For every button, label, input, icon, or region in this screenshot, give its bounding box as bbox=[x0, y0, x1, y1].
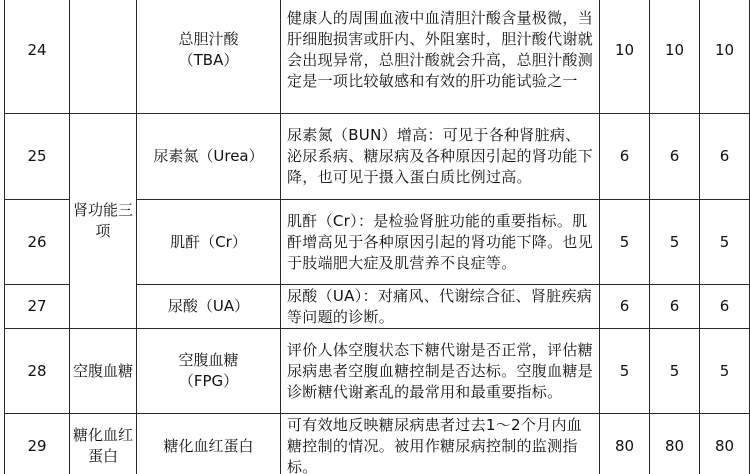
value-cell: 5 bbox=[650, 200, 700, 285]
item-name bbox=[137, 114, 281, 200]
item-name bbox=[137, 0, 281, 114]
row-number: 25 bbox=[5, 114, 70, 200]
row-number: 28 bbox=[5, 329, 70, 414]
value-cell: 5 bbox=[600, 200, 650, 285]
value-cell: 6 bbox=[650, 114, 700, 200]
value-cell: 5 bbox=[700, 200, 750, 285]
value-cell: 5 bbox=[700, 329, 750, 414]
item-name-line: 肌酐（Cr） bbox=[170, 232, 247, 251]
value-cell: 5 bbox=[600, 329, 650, 414]
category-line: 糖化血红 bbox=[72, 426, 133, 444]
health-check-table bbox=[4, 0, 750, 474]
item-name-line: 总胆汁酸 bbox=[178, 30, 239, 48]
item-description: 可有效地反映糖尿病患者过去1～2个月内血糖控制的情况。被用作糖尿病控制的监测指标。 bbox=[281, 414, 600, 474]
item-name bbox=[137, 414, 281, 474]
item-name bbox=[137, 329, 281, 414]
category-cell bbox=[70, 414, 137, 474]
value-cell: 6 bbox=[700, 285, 750, 329]
table-row bbox=[5, 414, 750, 474]
row-number: 24 bbox=[5, 0, 70, 114]
item-name-line: （TBA） bbox=[178, 51, 239, 69]
category-line: 项 bbox=[95, 222, 111, 240]
category-line: 肾功能三 bbox=[72, 201, 133, 219]
item-name-line: （FPG） bbox=[178, 372, 239, 390]
table-row bbox=[5, 0, 750, 114]
item-name bbox=[137, 200, 281, 285]
value-cell: 5 bbox=[650, 329, 700, 414]
value-cell: 6 bbox=[650, 285, 700, 329]
value-cell: 80 bbox=[650, 414, 700, 474]
category-cell: 空腹血糖 bbox=[70, 329, 137, 414]
item-description: 健康人的周围血液中血清胆汁酸含量极微，当肝细胞损害或肝内、外阻塞时，胆汁酸代谢就会出现异常，总胆汁酸就会升高，总胆汁酸测定是一项比较敏感和有效的肝功能试验之一 bbox=[281, 0, 600, 114]
category-cell bbox=[70, 0, 137, 114]
item-description: 尿酸（UA）：对痛风、代谢综合征、肾脏疾病等问题的诊断。 bbox=[281, 285, 600, 329]
value-cell: 6 bbox=[600, 114, 650, 200]
item-name bbox=[137, 285, 281, 329]
value-cell: 80 bbox=[700, 414, 750, 474]
value-cell: 10 bbox=[600, 0, 650, 114]
row-number: 27 bbox=[5, 285, 70, 329]
category-cell bbox=[70, 114, 137, 329]
table-row bbox=[5, 114, 750, 200]
table-row bbox=[5, 329, 750, 414]
row-number: 29 bbox=[5, 414, 70, 474]
category-line: 蛋白 bbox=[87, 447, 118, 465]
row-number: 26 bbox=[5, 200, 70, 285]
item-name-line: 糖化血红蛋白 bbox=[163, 436, 254, 455]
value-cell: 10 bbox=[650, 0, 700, 114]
item-name-line: 尿素氮（Urea） bbox=[153, 147, 264, 165]
value-cell: 10 bbox=[700, 0, 750, 114]
item-description: 尿素氮（BUN）增高：可见于各种肾脏病、泌尿系病、糖尿病及各种原因引起的肾功能下降，也可见于摄入蛋白质比例过高。 bbox=[281, 114, 600, 200]
item-description: 肌酐（Cr）：是检验肾脏功能的重要指标。肌酐增高见于各种原因引起的肾功能下降。也见于肢端肥大症及肌营养不良症等。 bbox=[281, 200, 600, 285]
item-name-line: 空腹血糖 bbox=[178, 351, 239, 369]
item-name-line: 尿酸（UA） bbox=[167, 297, 250, 315]
item-description: 评价人体空腹状态下糖代谢是否正常，评估糖尿病患者空腹血糖控制是否达标。空腹血糖是诊断糖代谢紊乱的最常用和最重要指标。 bbox=[281, 329, 600, 414]
value-cell: 80 bbox=[600, 414, 650, 474]
value-cell: 6 bbox=[700, 114, 750, 200]
value-cell: 6 bbox=[600, 285, 650, 329]
